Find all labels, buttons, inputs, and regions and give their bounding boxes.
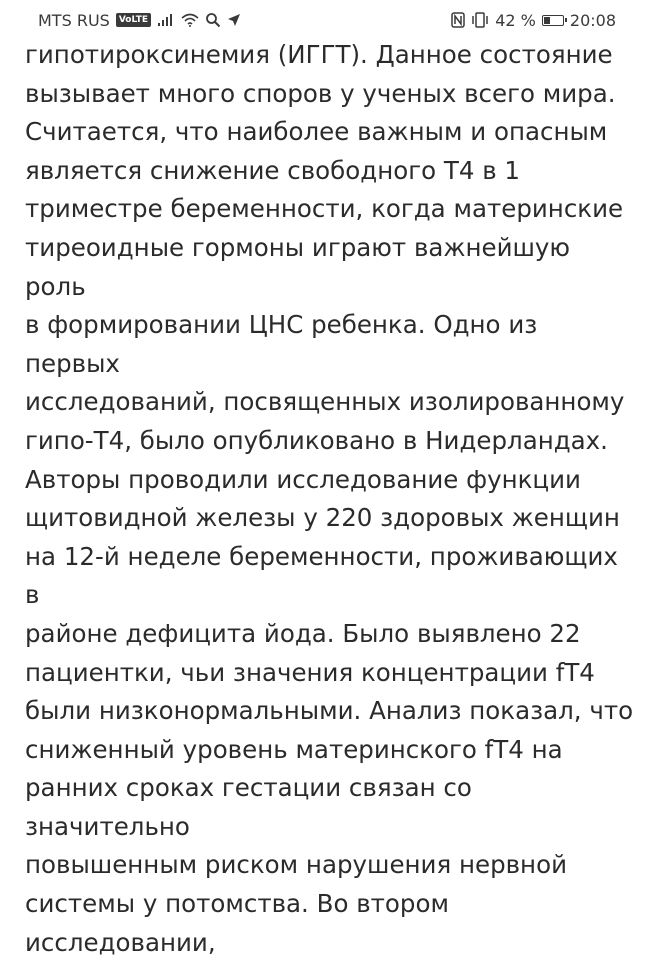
- clock-time: 20:08: [569, 10, 616, 30]
- volte-badge: VoLTE: [116, 13, 151, 27]
- wifi-icon: [181, 13, 199, 27]
- carrier-name: MTS RUS: [38, 10, 110, 30]
- status-bar-left: [38, 11, 241, 30]
- signal-bars-icon: [157, 13, 175, 27]
- location-arrow-icon: [227, 13, 241, 27]
- battery-fill: [544, 17, 550, 24]
- article-text: гипотироксинемия (ИГГТ). Данное состояние вызывает много споров у ученых всего мира. Считается, что наиболее важным и опасным является снижение свободного Т4 в 1 триместре беременности, когда материнские тиреоидные гормоны играют важнейшую роль в формировании ЦНС ребенка. Одно из первых исследований, посвященных изолированному гипо-Т4, было опубликовано в Нидерландах. Авторы проводили исследование функции щитовидной железы у 220 здоровых женщин на 12-й неделе беременности, проживающих в районе дефицита йода. Было выявлено 22 пациентки, чьи значения концентрации fT4 были низконормальными. Анализ показал, что сниженный уровень материнского fT4 на ранних сроках гестации связан со значительно повышенным риском нарушения нервной системы у потомства. Во втором исследовании,: [25, 40, 634, 957]
- status-bar-right: [451, 11, 616, 30]
- battery-percent: 42 %: [495, 10, 536, 30]
- nfc-icon: [451, 12, 465, 28]
- status-bar: [0, 0, 652, 40]
- battery-icon: [542, 15, 564, 26]
- search-icon: [205, 12, 221, 28]
- vibrate-icon: [471, 12, 489, 28]
